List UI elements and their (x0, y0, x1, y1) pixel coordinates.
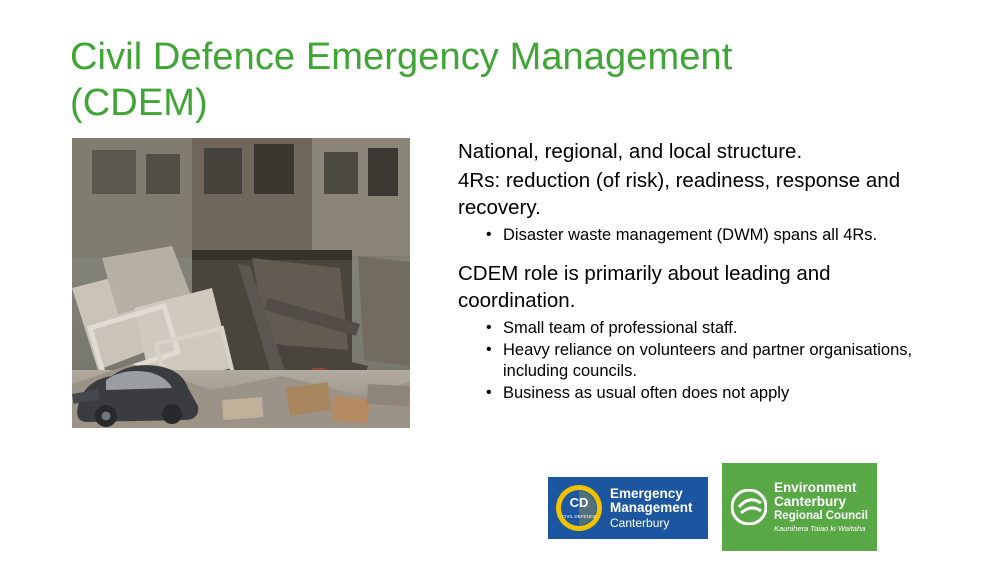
paragraph-4rs: 4Rs: reduction (of risk), readiness, response and recovery. (458, 169, 901, 219)
list-item: • Business as usual often does not apply (458, 383, 928, 404)
cdem-logo (548, 477, 708, 539)
page-title: Civil Defence Emergency Management (CDEM) (70, 36, 733, 124)
cdem-logo-line3: Canterbury (610, 515, 670, 530)
environment-canterbury-logo (722, 463, 877, 551)
cdem-logo-line1: Emergency (610, 485, 683, 501)
ecan-swirl-icon (731, 489, 767, 525)
svg-text:CIVIL DEFENCE: CIVIL DEFENCE (561, 514, 597, 519)
ecan-logo-line2: Canterbury (774, 494, 847, 510)
list-item: • Small team of professional staff. (458, 318, 928, 339)
ecan-logo-line4: Kaunihera Taiao ki Waitaha (774, 524, 866, 534)
spacer (458, 247, 928, 260)
bullet-list-1 (458, 225, 928, 246)
bullet-list-2 (458, 318, 928, 404)
cdem-logo-line2: Management (610, 499, 693, 515)
paragraph-cdem-role: CDEM role is primarily about leading and coordination. (458, 262, 831, 312)
earthquake-damage-photo (72, 138, 410, 428)
civil-defence-badge-icon (554, 483, 604, 533)
ecan-logo-line1: Environment (774, 479, 857, 495)
list-item: • Heavy reliance on volunteers and partner organisations, including councils. (458, 340, 928, 382)
list-item: • Disaster waste management (DWM) spans all 4Rs. (458, 225, 928, 246)
ecan-logo-text (774, 481, 868, 534)
svg-text:CD: CD (569, 495, 589, 510)
body-text-column (458, 138, 928, 405)
cdem-logo-text (610, 487, 693, 530)
paragraph-structure: National, regional, and local structure. (458, 140, 803, 163)
ecan-logo-line3: Regional Council (774, 509, 868, 522)
